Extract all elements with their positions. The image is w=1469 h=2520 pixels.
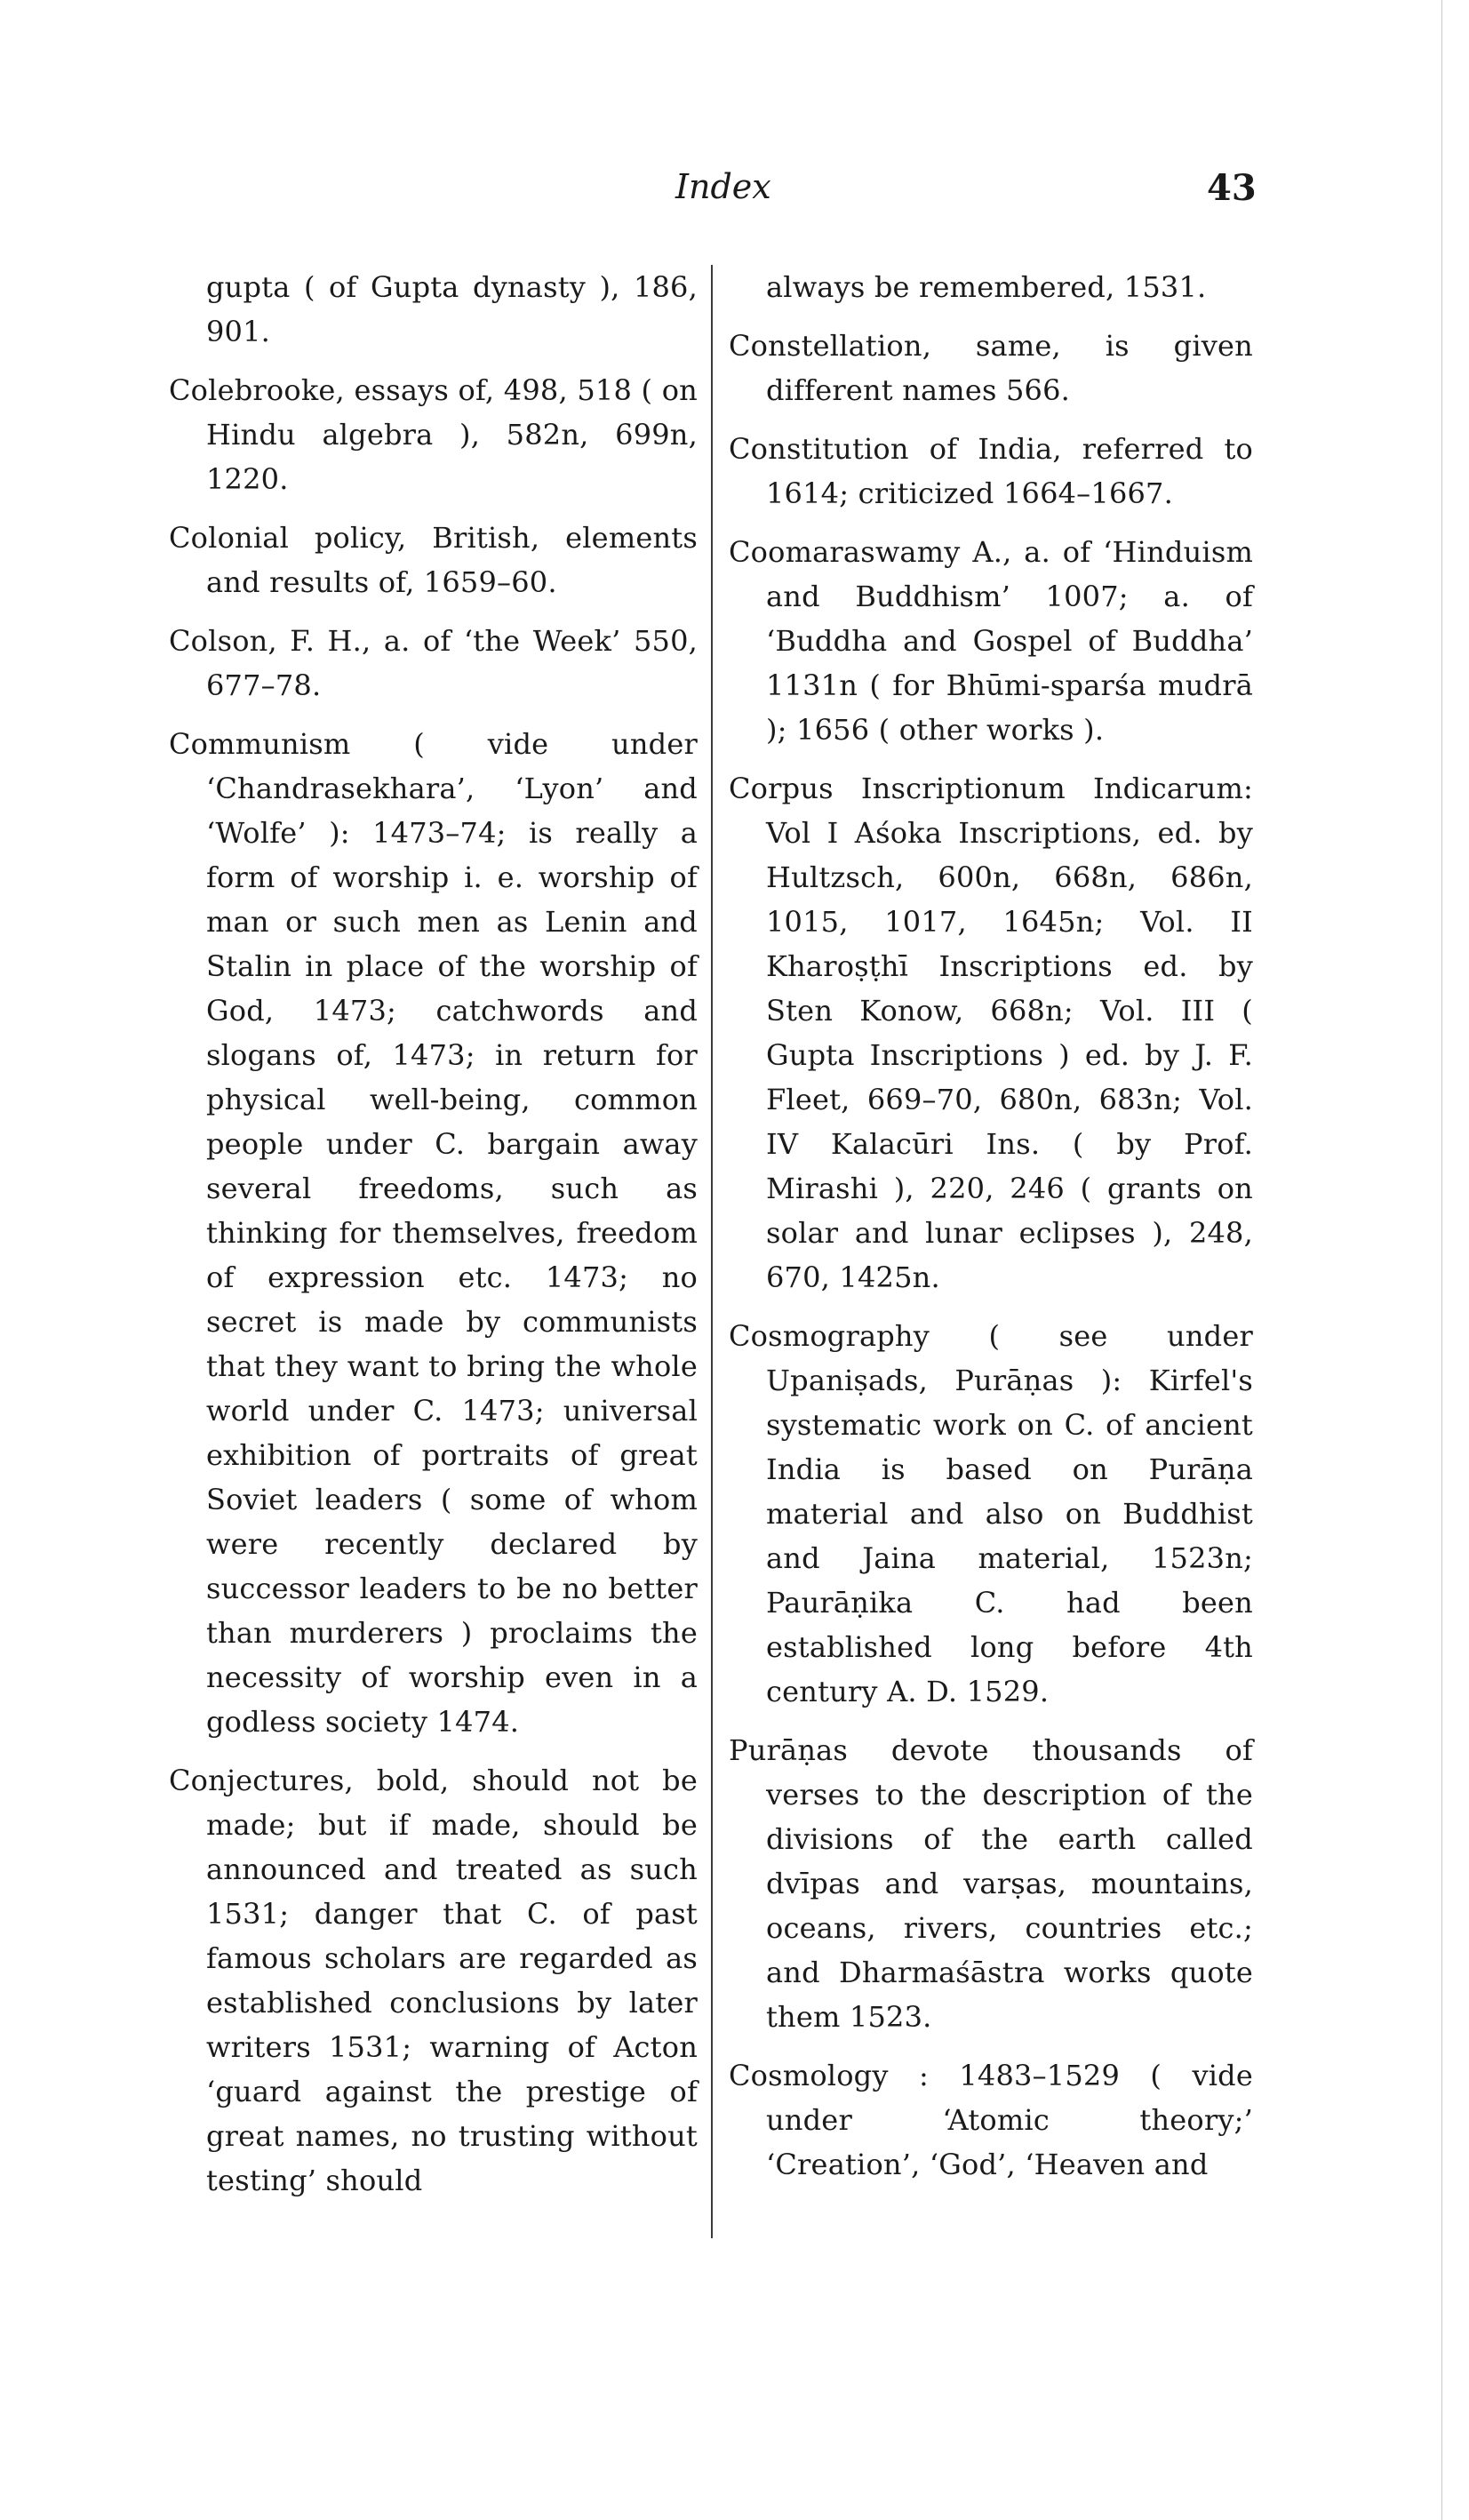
index-entry: Purāṇas devote thousands of verses to the description of the divisions of the earth called dvīpas and varṣas, mountains, oceans, rivers, countries etc.; and Dharmaśāstra works quote them 1523. — [729, 1733, 1253, 2034]
column-divider — [711, 265, 713, 2238]
page-edge-line — [1441, 0, 1442, 2520]
running-title: Index — [675, 167, 771, 206]
index-entry: Conjectures, bold, should not be made; but if made, should be announced and treated as such 1531; danger that C. of past famous scholars are regarded as established conclusions by later writers 1531; warning of Acton ‘guard against the prestige of great names, no trusting without testing’ should — [169, 1764, 698, 2197]
index-entry: always be remembered, 1531. — [766, 270, 1207, 304]
page-number: 43 — [1207, 167, 1257, 209]
index-entry: Constitution of India, referred to 1614; criticized 1664–1667. — [729, 432, 1253, 510]
index-entry: Constellation, same, is given different names 566. — [729, 329, 1253, 407]
left-column — [169, 265, 698, 2217]
page-header — [0, 167, 1469, 220]
index-entry: Colebrooke, essays of, 498, 518 ( on Hindu algebra ), 582n, 699n, 1220. — [169, 373, 698, 496]
index-entry: Cosmology : 1483–1529 ( vide under ‘Atomic theory;’ ‘Creation’, ‘God’, ‘Heaven and — [729, 2059, 1253, 2181]
index-entry: Colonial policy, British, elements and results of, 1659–60. — [169, 521, 698, 599]
index-entry: Cosmography ( see under Upaniṣads, Purāṇas ): Kirfel's systematic work on C. of ancient India is based on Purāṇa material and also on Buddhist and Jaina material, 1523n; Paurāṇika C. had been established long before 4th century A. D. 1529. — [729, 1319, 1253, 1708]
index-entry: Colson, F. H., a. of ‘the Week’ 550, 677–78. — [169, 624, 698, 702]
index-entry: Corpus Inscriptionum Indicarum: Vol I Aśoka Inscriptions, ed. by Hultzsch, 600n, 668n, 686n, 1015, 1017, 1645n; Vol. II Kharoṣṭhī Inscriptions ed. by Sten Konow, 668n; Vol. III ( Gupta Inscriptions ) ed. by J. F. Fleet, 669–70, 680n, 683n; Vol. IV Kalacūri Ins. ( by Prof. Mirashi ), 220, 246 ( grants on solar and lunar eclipses ), 248, 670, 1425n. — [729, 772, 1253, 1294]
index-entry: gupta ( of Gupta dynasty ), 186, 901. — [206, 270, 698, 348]
index-entry: Coomaraswamy A., a. of ‘Hinduism and Buddhism’ 1007; a. of ‘Buddha and Gospel of Buddha’ 1131n ( for Bhūmi-sparśa mudrā ); 1656 ( other works ). — [729, 535, 1253, 747]
right-column — [729, 265, 1253, 2201]
index-entry: Communism ( vide under ‘Chandrasekhara’, ‘Lyon’ and ‘Wolfe’ ): 1473–74; is really a form of worship i. e. worship of man or such men as Lenin and Stalin in place of the worship of God, 1473; catchwords and slogans of, 1473; in return for physical well-being, common people under C. bargain away several freedoms, such as thinking for themselves, freedom of expression etc. 1473; no secret is made by communists that they want to bring the whole world under C. 1473; universal exhibition of portraits of great Soviet leaders ( some of whom were recently declared by successor leaders to be no better than murderers ) proclaims the necessity of worship even in a godless society 1474. — [169, 727, 698, 1739]
